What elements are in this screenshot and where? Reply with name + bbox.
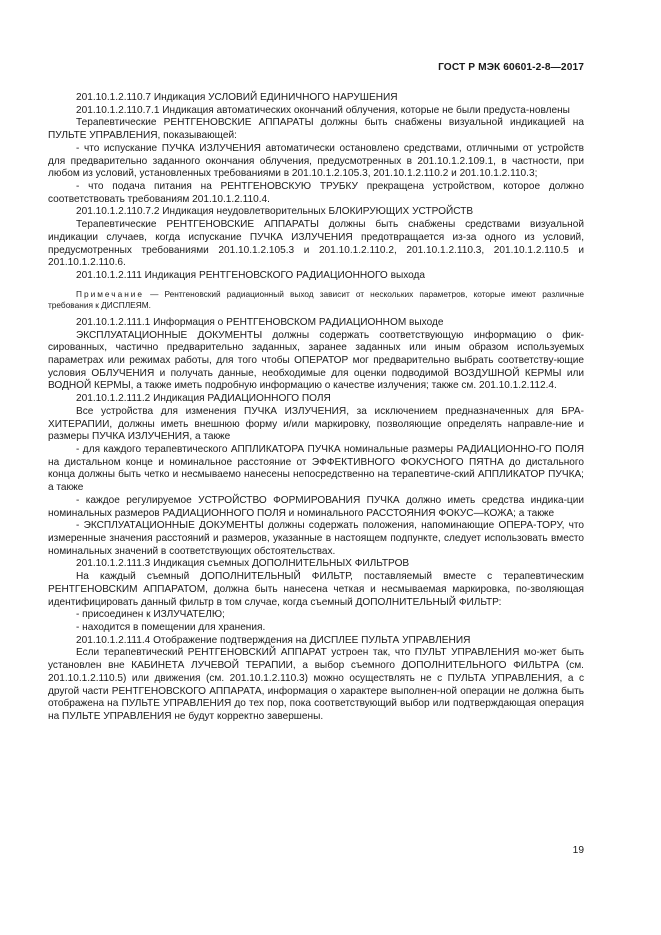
document-body [48,92,584,724]
list-item: - ЭКСПЛУАТАЦИОННЫЕ ДОКУМЕНТЫ должны содержать положения, напоминающие ОПЕРА-ТОРУ, что измеренные значения расстояний и размеров, указанные в настоящем подпункте, следует использовать вместо номинальных значений в соответствующих обстоятельствах. [48,520,584,557]
subsection-heading: 201.10.1.2.110.7.1 Индикация автоматических окончаний облучения, которые не были предуста-новлены [76,104,570,116]
note-label: Примечание [76,288,145,299]
subsection-heading: 201.10.1.2.111.1 Информация о РЕНТГЕНОВСКОМ РАДИАЦИОННОМ выходе [76,316,444,328]
note [48,289,584,311]
list-item: - что испускание ПУЧКА ИЗЛУЧЕНИЯ автоматически остановлено средствами, отличными от устройств для предварительно заданного окончания облучения, предусмотренных в 201.10.1.2.109.1, в частности, при любом из условий, установленных требованиями в 201.10.1.2.105.3, 201.10.1.2.110.2 и 201.10.1.2.110.3; [48,142,584,180]
subsection-heading: 201.10.1.2.111.4 Отображение подтверждения на ДИСПЛЕЕ ПУЛЬТА УПРАВЛЕНИЯ [76,634,471,646]
list-item: - находится в помещении для хранения. [76,622,266,634]
section-heading: 201.10.1.2.110.7 Индикация УСЛОВИЙ ЕДИНИЧНОГО НАРУШЕНИЯ [76,92,398,103]
paragraph: На каждый съемный ДОПОЛНИТЕЛЬНЫЙ ФИЛЬТР, поставляемый вместе с терапевтическим РЕНТГЕНОВСКИМ АППАРАТОМ, должна быть нанесена четкая и несмываемая маркировка, по-зволяющая идентифицировать данный фильтр в том случае, когда съемный ДОПОЛНИТЕЛЬНЫЙ ФИЛЬТР: [48,571,584,608]
list-item: - что подача питания на РЕНТГЕНОВСКУЮ ТРУБКУ прекращена устройством, которое должно соответствовать требованиям 201.10.1.2.110.4. [48,181,584,205]
list-item: - для каждого терапевтического АППЛИКАТОРА ПУЧКА номинальные размеры РАДИАЦИОННО-ГО ПОЛЯ на дистальном конце и номинальное расстояние от ЭФФЕКТИВНОГО ФОКУСНОГО ПЯТНА до дистального конца должны быть четко и несмываемо нанесены непосредственно на терапевтиче-ский АППЛИКАТОР ПУЧКА; а также [48,443,584,494]
paragraph: Если терапевтический РЕНТГЕНОВСКИЙ АППАРАТ устроен так, что ПУЛЬТ УПРАВЛЕНИЯ мо-жет быть установлен вне КАБИНЕТА ЛУЧЕВОЙ ТЕРАПИИ, а выбор съемного ДОПОЛНИТЕЛЬНОГО ФИЛЬТРА (см. 201.10.1.2.110.5) или движения (см. 201.10.1.2.110.3) можно осуществлять не с ПУЛЬТА УПРАВЛЕНИЯ, а с другой части РЕНТГЕНОВСКОГО АППАРАТА, информация о характере выполнен-ной операции не должна быть отображена на ПУЛЬТЕ УПРАВЛЕНИЯ до тех пор, пока соответствующий выбор или подтверждающая операция на ПУЛЬТЕ УПРАВЛЕНИЯ не будут корректно завершены. [48,647,584,723]
paragraph: Терапевтические РЕНТГЕНОВСКИЕ АППАРАТЫ должны быть снабжены средствами визуальной индикации случаев, когда испускание ПУЧКА ИЗЛУЧЕНИЯ предотвращается из-за одного из условий, предусмотренных требованиями 201.10.1.2.105.3 и 201.10.1.2.110.2, 201.10.1.2.110.3, 201.10.1.2.110.5 и 201.10.1.2.110.6. [48,219,584,269]
subsection-heading: 201.10.1.2.111.2 Индикация РАДИАЦИОННОГО ПОЛЯ [76,393,331,405]
paragraph: Все устройства для изменения ПУЧКА ИЗЛУЧЕНИЯ, за исключением предназначенных для БРА-ХИТЕРАПИИ, должны иметь внешнюю форму и/или маркировку, позволяющие определять направле-ние и размеры ПУЧКА ИЗЛУЧЕНИЯ, а также [48,405,584,443]
subsection-heading: 201.10.1.2.110.7.2 Индикация неудовлетворительных БЛОКИРУЮЩИХ УСТРОЙСТВ [76,206,474,218]
section-heading: 201.10.1.2.111 Индикация РЕНТГЕНОВСКОГО РАДИАЦИОННОГО выхода [76,270,426,282]
page-number: 19 [572,845,584,856]
subsection-heading: 201.10.1.2.111.3 Индикация съемных ДОПОЛНИТЕЛЬНЫХ ФИЛЬТРОВ [76,558,410,570]
note-text: — Рентгеновский радиационный выход зависит от нескольких параметров, которые имеют различные требования к ДИСПЛЕЯМ. [48,288,584,310]
standard-code-header: ГОСТ Р МЭК 60601-2-8—2017 [438,62,584,73]
list-item: - каждое регулируемое УСТРОЙСТВО ФОРМИРОВАНИЯ ПУЧКА должно иметь средства индика-ции номинальных размеров РАДИАЦИОННОГО ПОЛЯ и номинального РАССТОЯНИЯ ФОКУС—КОЖА; а также [48,494,584,519]
paragraph: ЭКСПЛУАТАЦИОННЫЕ ДОКУМЕНТЫ должны содержать соответствующую информацию о фик-сированных, частично предварительно заданных, заранее заданных или иным образом используемых параметрах или режимах работы, для того чтобы ОПЕРАТОР мог предварительно выбрать соответству-ющие условия ОБЛУЧЕНИЯ и получать данные, необходимые для оценки подводимой ВОЗДУШНОЙ КЕРМЫ или ВОДНОЙ КЕРМЫ, а также иметь подробную информацию о качестве излучения; также см. 201.10.1.2.112.4. [48,329,584,392]
paragraph: Терапевтические РЕНТГЕНОВСКИЕ АППАРАТЫ должны быть снабжены визуальной индикацией на ПУЛЬТЕ УПРАВЛЕНИЯ, показывающей: [48,117,584,142]
list-item: - присоединен к ИЗЛУЧАТЕЛЮ; [76,609,225,621]
